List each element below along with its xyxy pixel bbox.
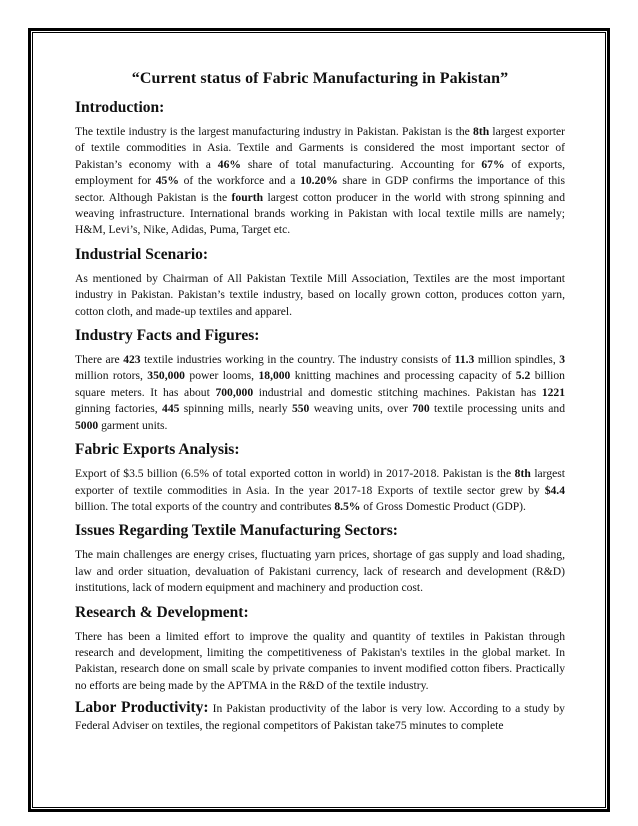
paragraph-introduction: The textile industry is the largest manufacturing industry in Pakistan. Pakistan is the 8th largest exporter of textile commodities in Asia. Textile and Garments is considered the most important sector of Pakistan’s economy with a 46% share of total manufacturing. Accounting for 67% of exports, employment for 45% of the workforce and a 10.20% share in GDP confirms the importance of this sector. Although Pakistan is the fourth largest cotton producer in the world with strong spinning and weaving infrastructure. International brands working in Pakistan with local textile mills are namely; H&M, Levi’s, Nike, Adidas, Puma, Target etc.	[75, 125, 565, 237]
heading-issues: Issues Regarding Textile Manufacturing Sectors:	[75, 522, 398, 540]
paragraph-industry-facts: There are 423 textile industries working in the country. The industry consists of 11.3 million spindles, 3 million rotors, 350,000 power looms, 18,000 knitting machines and processing capacity of 5.2 billion square meters. It has about 700,000 industrial and domestic stitching machines. Pakistan has 1221 ginning factories, 445 spinning mills, nearly 550 weaving units, over 700 textile processing units and 5000 garment units.	[75, 353, 566, 432]
paragraph-fabric-exports: Export of $3.5 billion (6.5% of total exported cotton in world) in 2017-2018. Pakistan is the 8th largest exporter of textile commodities in Asia. In the year 2017-18 Exports of textile sector grew by $4.4 billion. The total exports of the country and contributes 8.5% of Gross Domestic Product (GDP).	[75, 467, 566, 513]
heading-fabric-exports: Fabric Exports Analysis:	[75, 441, 240, 459]
document-title: “Current status of Fabric Manufacturing in Pakistan”	[131, 70, 509, 87]
paragraph-labor-productivity: Labor Productivity: In Pakistan productivity of the labor is very low. According to a study by Federal Adviser on textiles, the regional competitors of Pakistan take75 minutes to complete	[75, 699, 565, 732]
paragraph-industrial-scenario: As mentioned by Chairman of All Pakistan Textile Mill Association, Textiles are the most important industry in Pakistan. Pakistan’s textile industry, based on locally grown cotton, produces cotton yarn, cotton cloth, and made-up textiles and apparel.	[75, 271, 565, 318]
paragraph-research: There has been a limited effort to improve the quality and quantity of textiles in Pakistan through research and development, limiting the competitiveness of Pakistan's textiles in the global market. In Pakistan, research done on small scale by private companies to invent modified cotton fibers. Practically no efforts are being made by the APTMA in the R&D of the textile industry.	[75, 629, 565, 692]
heading-introduction: Introduction:	[75, 99, 165, 116]
paragraph-issues: The main challenges are energy crises, fluctuating yarn prices, shortage of gas supply and load shading, law and order situation, devaluation of Pakistani currency, lack of research and development (R&D) institutions, lack of modern equipment and machinery and production cost.	[75, 548, 565, 595]
document-body	[75, 70, 565, 740]
heading-research: Research & Development:	[75, 603, 249, 621]
heading-industry-facts: Industry Facts and Figures:	[75, 327, 260, 345]
heading-labor-productivity: Labor Productivity:	[75, 699, 209, 717]
heading-industrial-scenario: Industrial Scenario:	[75, 245, 209, 263]
